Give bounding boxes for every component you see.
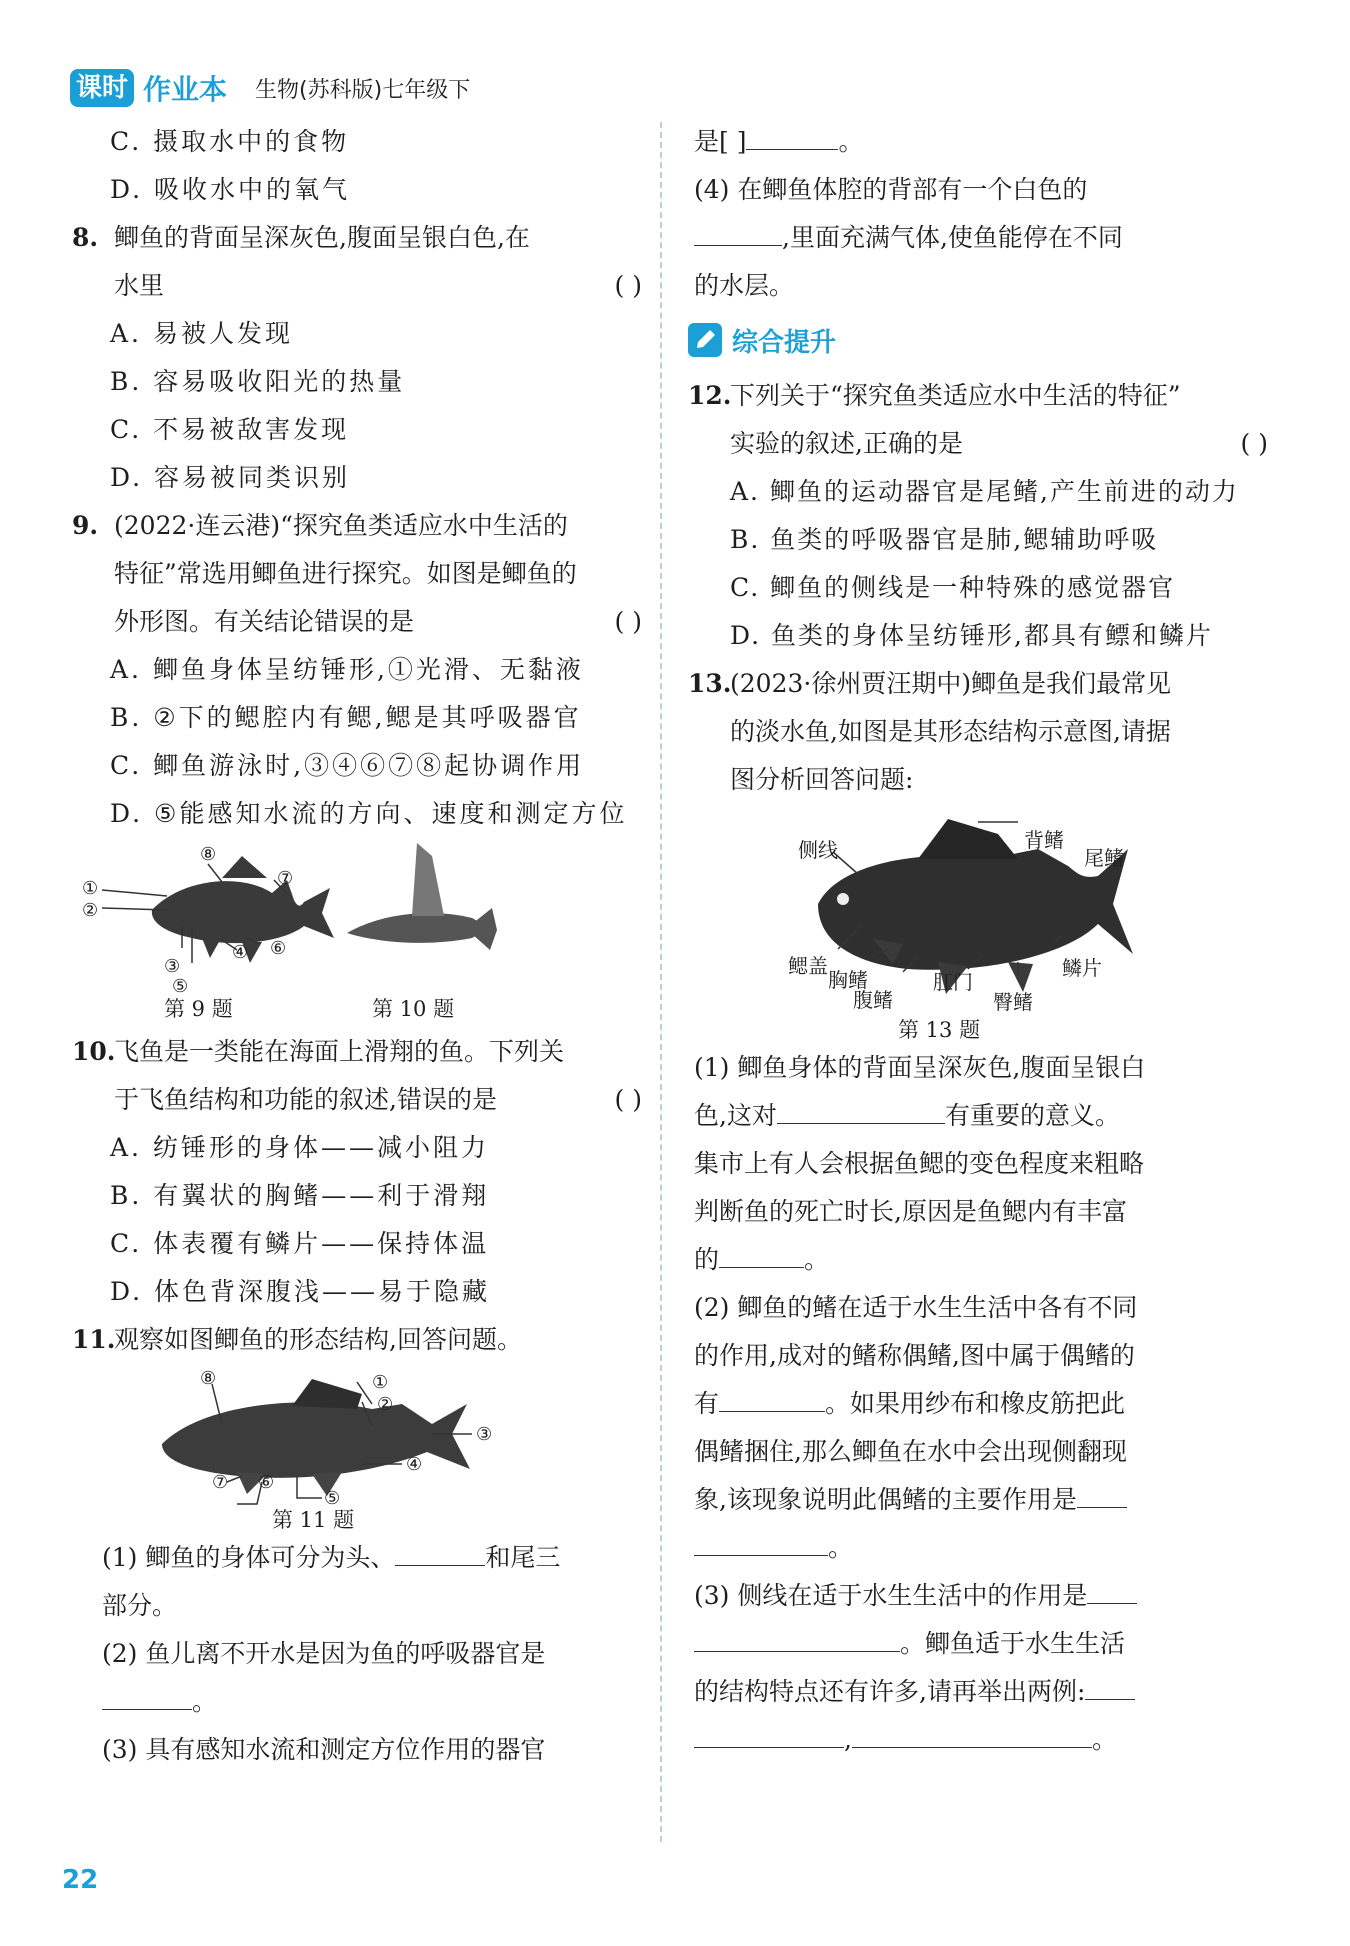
q9-text: (2022·连云港)“探究鱼类适应水中生活的 — [114, 511, 568, 540]
q13-part2-line5 — [688, 1476, 1268, 1524]
q12-number: 12. — [688, 381, 732, 410]
fig13-label-gill-cover: 鳃盖 — [788, 954, 828, 978]
q11-4-blank[interactable] — [694, 219, 782, 246]
q13-3-blank[interactable] — [1087, 1577, 1137, 1604]
fig11-label-1: ① — [372, 1372, 389, 1393]
q7-option-c: C. 摄取水中的食物 — [110, 127, 350, 156]
q8-answer-paren[interactable]: ( ) — [614, 271, 642, 300]
q13-3-blank3[interactable] — [1085, 1673, 1135, 1700]
q11-part4-line3: 的水层。 — [694, 271, 795, 300]
q13-3-blank5[interactable] — [852, 1721, 1092, 1748]
q13-part3-line1 — [688, 1572, 1268, 1620]
fig9-label-2: ② — [82, 900, 99, 921]
q13-part1-line4: 判断鱼的死亡时长,原因是鱼鳃内有丰富 — [694, 1197, 1127, 1226]
fig9-label-5: ⑤ — [172, 976, 189, 997]
q12-text: 下列关于“探究鱼类适应水中生活的特征” — [730, 381, 1181, 410]
q11-part2-line2 — [72, 1678, 642, 1726]
q13-part3-line4 — [688, 1716, 1268, 1764]
q13-part2-line6 — [688, 1524, 1268, 1572]
q13-1-blank2[interactable] — [719, 1241, 804, 1268]
q13-2-blank[interactable] — [719, 1385, 825, 1412]
fig11-label-4: ④ — [406, 1454, 423, 1475]
q13-stem-line1 — [688, 660, 1268, 708]
page-header — [70, 66, 470, 110]
q12-stem-line2 — [688, 420, 1268, 468]
q11-2-blank[interactable] — [102, 1683, 192, 1710]
q13-stem-line3: 图分析回答问题: — [730, 765, 914, 794]
q11-3-end: 。 — [838, 127, 864, 156]
q11-stem — [72, 1316, 642, 1364]
q7-option-d: D. 吸收水中的氧气 — [110, 175, 351, 204]
fig13-label-pelvic-fin: 腹鳍 — [853, 988, 893, 1012]
page-number: 22 — [62, 1865, 99, 1895]
fig10-caption: 第 10 题 — [372, 997, 455, 1021]
q11-2-end: 。 — [192, 1687, 218, 1716]
q10-option-c: C. 体表覆有鳞片——保持体温 — [110, 1229, 490, 1258]
section-title: 综合提升 — [732, 327, 837, 358]
q13-1-end: 。 — [804, 1245, 830, 1274]
q11-3-blank[interactable] — [746, 123, 838, 150]
q11-part1-line2: 部分。 — [102, 1591, 178, 1620]
q12-option-c: C. 鲫鱼的侧线是一种特殊的感觉器官 — [730, 573, 1176, 602]
fig11-label-3: ③ — [476, 1424, 493, 1445]
q8-text: 鲫鱼的背面呈深灰色,腹面呈银白色,在 — [114, 223, 530, 252]
q13-part1-line3: 集市上有人会根据鱼鳃的变色程度来粗略 — [694, 1149, 1145, 1178]
q9-text3: 外形图。有关结论错误的是 — [114, 607, 415, 636]
fig13-fish-illustration — [688, 804, 1268, 1044]
q13-2-text3: 象,该现象说明此偶鳍的主要作用是 — [694, 1485, 1077, 1514]
q13-part2-line4: 偶鳍捆住,那么鲫鱼在水中会出现侧翻现 — [694, 1437, 1127, 1466]
q13-3-blank2[interactable] — [694, 1625, 900, 1652]
q13-stem-line2: 的淡水鱼,如图是其形态结构示意图,请据 — [730, 717, 1171, 746]
fig13-label-dorsal-fin: 背鳍 — [1024, 828, 1064, 852]
q13-part3-line3 — [688, 1668, 1268, 1716]
q11-1-blank[interactable] — [395, 1539, 485, 1566]
subject-title: 生物(苏科版)七年级下 — [255, 77, 471, 103]
q11-4-text: ,里面充满气体,使鱼能停在不同 — [782, 223, 1123, 252]
q13-2-text2: 。如果用纱布和橡皮筋把此 — [825, 1389, 1126, 1418]
q11-part2-line1: (2) 鱼儿离不开水是因为鱼的呼吸器官是 — [102, 1639, 546, 1668]
fig9-label-3: ③ — [164, 956, 181, 977]
q10-text2: 于飞鱼结构和功能的叙述,错误的是 — [114, 1085, 497, 1114]
q12-option-d: D. 鱼类的身体呈纺锤形,都具有鳔和鳞片 — [730, 621, 1213, 650]
q8-stem-line2 — [72, 262, 642, 310]
q13-number: 13. — [688, 669, 732, 698]
figures-9-10 — [72, 838, 642, 1028]
logo-tile: 课时 — [70, 69, 134, 107]
q11-text: 观察如图鲫鱼的形态结构,回答问题。 — [114, 1325, 522, 1354]
q11-1-text2: 和尾三 — [485, 1543, 561, 1572]
section-header — [688, 314, 1268, 366]
q8-stem-line1 — [72, 214, 642, 262]
q13-2-blank2[interactable] — [1077, 1481, 1127, 1508]
q9-option-b: B. ②下的鳃腔内有鳃,鳃是其呼吸器官 — [110, 703, 582, 732]
q9-number: 9. — [72, 511, 99, 540]
q12-answer-paren[interactable]: ( ) — [1240, 429, 1268, 458]
q13-3-text3: 的结构特点还有许多,请再举出两例: — [694, 1677, 1086, 1706]
q11-number: 11. — [72, 1325, 116, 1354]
logo-text: 作业本 — [143, 73, 228, 106]
q9-stem-line3 — [72, 598, 642, 646]
q10-stem-line2 — [72, 1076, 642, 1124]
q8-option-d: D. 容易被同类识别 — [110, 463, 351, 492]
fig11-label-2: ② — [377, 1394, 394, 1415]
fig9-label-4: ④ — [232, 942, 249, 963]
q11-part3-line1: (3) 具有感知水流和测定方位作用的器官 — [102, 1735, 546, 1764]
q8-option-b: B. 容易吸收阳光的热量 — [110, 367, 406, 396]
fig13-label-caudal-fin: 尾鳍 — [1084, 846, 1124, 870]
q9-stem-line1 — [72, 502, 642, 550]
fig9-label-8: ⑧ — [200, 844, 217, 865]
q9-option-a: A. 鲫鱼身体呈纺锤形,①光滑、无黏液 — [110, 655, 584, 684]
fig11-label-8: ⑧ — [200, 1368, 217, 1389]
fig11-fish-illustration — [72, 1364, 642, 1534]
fig13-label-anus: 肛门 — [933, 970, 973, 994]
fig11-label-5: ⑤ — [324, 1488, 341, 1509]
right-column — [688, 118, 1268, 1764]
fig13-label-anal-fin: 臀鳍 — [993, 990, 1033, 1014]
q9-answer-paren[interactable]: ( ) — [614, 607, 642, 636]
q13-2-blank3[interactable] — [694, 1529, 828, 1556]
q13-1-text3: 的 — [694, 1245, 720, 1274]
q10-option-b: B. 有翼状的胸鳍——利于滑翔 — [110, 1181, 490, 1210]
q13-3-blank4[interactable] — [694, 1721, 844, 1748]
q10-stem-line1 — [72, 1028, 642, 1076]
fig11-label-6: ⑥ — [258, 1472, 275, 1493]
q10-option-d: D. 体色背深腹浅——易于隐藏 — [110, 1277, 491, 1306]
figure-11 — [72, 1364, 642, 1534]
q11-part1-line1 — [72, 1534, 642, 1582]
q12-stem-line1 — [688, 372, 1268, 420]
q8-option-c: C. 不易被敌害发现 — [110, 415, 350, 444]
fig13-caption: 第 13 题 — [898, 1018, 981, 1042]
fig13-label-lateral-line: 侧线 — [798, 838, 838, 862]
q9-stem-line2: 特征”常选用鲫鱼进行探究。如图是鲫鱼的 — [114, 559, 577, 588]
q11-1-text: (1) 鲫鱼的身体可分为头、 — [102, 1543, 396, 1572]
q13-part1-line5 — [688, 1236, 1268, 1284]
q13-part3-line2 — [688, 1620, 1268, 1668]
column-divider — [660, 122, 662, 1842]
q8-option-a: A. 易被人发现 — [110, 319, 293, 348]
q11-part3-line2 — [688, 118, 1268, 166]
q13-1-blank[interactable] — [777, 1097, 945, 1124]
q13-1-text: 色,这对 — [694, 1101, 777, 1130]
q13-1-text2: 有重要的意义。 — [944, 1101, 1120, 1130]
q13-part2-line2: 的作用,成对的鳍称偶鳍,图中属于偶鳍的 — [694, 1341, 1135, 1370]
q12-option-b: B. 鱼类的呼吸器官是肺,鳃辅助呼吸 — [730, 525, 1159, 554]
pencil-icon — [688, 323, 722, 357]
fig9-label-1: ① — [82, 878, 99, 899]
figure-13 — [688, 804, 1268, 1044]
logo — [70, 68, 227, 108]
q13-2-end: 。 — [828, 1533, 854, 1562]
q13-3-comma: , — [844, 1725, 852, 1754]
q10-number: 10. — [72, 1037, 116, 1066]
q13-3-text: (3) 侧线在适于水生生活中的作用是 — [694, 1581, 1088, 1610]
q11-part4-line1: (4) 在鲫鱼体腔的背部有一个白色的 — [694, 175, 1088, 204]
q11-part4-line2 — [688, 214, 1268, 262]
q13-part2-line1: (2) 鲫鱼的鳍在适于水生生活中各有不同 — [694, 1293, 1138, 1322]
fig9-fish-illustration — [72, 838, 642, 1028]
q13-part1-line2 — [688, 1092, 1268, 1140]
q10-option-a: A. 纺锤形的身体——减小阻力 — [110, 1133, 489, 1162]
q9-option-c: C. 鲫鱼游泳时,③④⑥⑦⑧起协调作用 — [110, 751, 585, 780]
fig13-label-pectoral-fin: 胸鳍 — [828, 968, 868, 992]
q13-3-text2: 。鲫鱼适于水生生活 — [900, 1629, 1126, 1658]
q13-3-end: 。 — [1091, 1725, 1117, 1754]
q9-option-d: D. ⑤能感知水流的方向、速度和测定方位 — [110, 799, 628, 828]
left-column — [72, 118, 642, 1774]
q11-3-text: 是[ ] — [694, 127, 747, 156]
q13-part1-line1: (1) 鲫鱼身体的背面呈深灰色,腹面呈银白 — [694, 1053, 1146, 1082]
fig13-label-scale: 鳞片 — [1062, 956, 1102, 980]
q13-part2-line3 — [688, 1380, 1268, 1428]
fig11-label-7: ⑦ — [212, 1472, 229, 1493]
q13-2-text: 有 — [694, 1389, 720, 1418]
q13-text: (2023·徐州贾汪期中)鲫鱼是我们最常见 — [730, 669, 1172, 698]
fig9-caption: 第 9 题 — [164, 997, 233, 1021]
q12-text2: 实验的叙述,正确的是 — [730, 429, 963, 458]
q12-option-a: A. 鲫鱼的运动器官是尾鳍,产生前进的动力 — [730, 477, 1239, 506]
fig11-caption: 第 11 题 — [272, 1508, 355, 1532]
q8-text2: 水里 — [114, 271, 165, 300]
q10-answer-paren[interactable]: ( ) — [614, 1085, 642, 1114]
q8-number: 8. — [72, 223, 99, 252]
fig9-label-6: ⑥ — [270, 938, 287, 959]
fig9-label-7: ⑦ — [277, 868, 294, 889]
q10-text: 飞鱼是一类能在海面上滑翔的鱼。下列关 — [114, 1037, 565, 1066]
